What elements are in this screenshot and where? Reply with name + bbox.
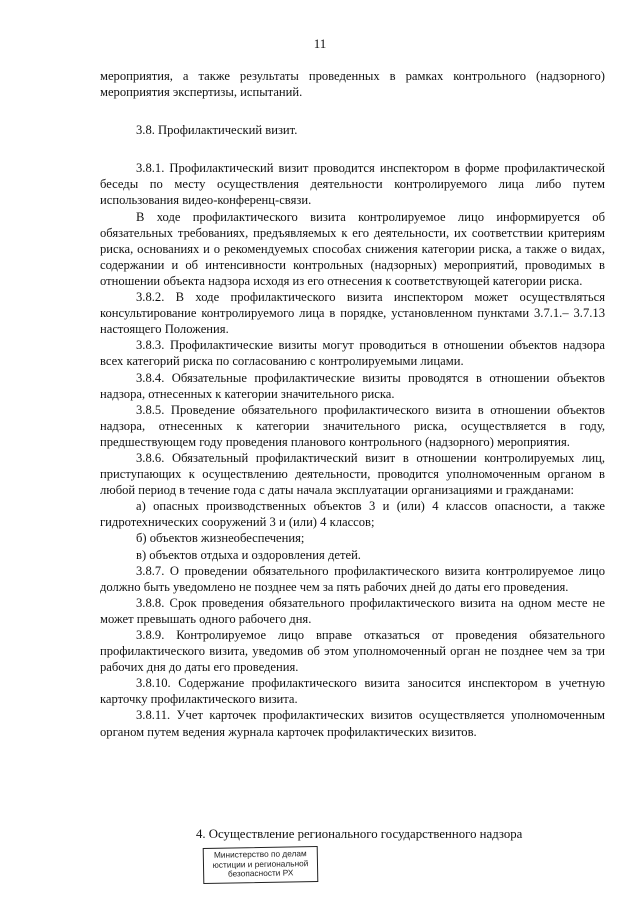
paragraph-3-8-10: 3.8.10. Содержание профилактического визита заносится инспектором в учетную карточку профилактического визита. — [100, 676, 605, 707]
paragraph-continuation: мероприятия, а также результаты проведенных в рамках контрольного (надзорного) мероприятия экспертизы, испытаний. — [100, 69, 605, 100]
ministry-stamp — [203, 846, 319, 884]
paragraph-3-8-11: 3.8.11. Учет карточек профилактических визитов осуществляется уполномоченным органом путем ведения журнала карточек профилактических визитов. — [100, 708, 605, 739]
list-item-a: а) опасных производственных объектов 3 и (или) 4 классов опасности, а также гидротехнических сооружений 3 и (или) 4 классов; — [100, 499, 605, 530]
paragraph-3-8-1-detail: В ходе профилактического визита контролируемое лицо информируется об обязательных требованиях, предъявляемых к его деятельности, их соответствии критериям риска, основаниях и о рекомендуемых способах снижения категории риска, а также о видах, содержании и об интенсивности контрольных (надзорных) мероприятий, проводимых в отношении объекта надзора исходя из его отнесения к соответствующей категории риска. — [100, 209, 605, 288]
paragraph-3-8-9: 3.8.9. Контролируемое лицо вправе отказаться от проведения обязательного профилактического визита, уведомив об этом уполномоченный орган не позднее чем за три рабочих дня до даты его проведения. — [100, 628, 605, 675]
paragraph-3-8-5: 3.8.5. Проведение обязательного профилактического визита в отношении объектов надзора, отнесенных к категории значительного риска, осуществляется в году, предшествующем году проведения планового контрольного (надзорного) мероприятия. — [100, 402, 605, 449]
paragraph-3-8-4: 3.8.4. Обязательные профилактические визиты проводятся в отношении объектов надзора, отнесенных к категории значительного риска. — [100, 370, 605, 401]
section-heading-4: 4. Осуществление регионального государственного надзора — [196, 827, 523, 841]
paragraph-3-8-3: 3.8.3. Профилактические визиты могут проводиться в отношении объектов надзора всех категорий риска по согласованию с контролируемыми лицами. — [100, 338, 605, 369]
stamp-line-1: Министерство по делам — [213, 848, 307, 860]
stamp-line-3: безопасности РХ — [227, 867, 294, 879]
paragraph-3-8-8: 3.8.8. Срок проведения обязательного профилактического визита на одном месте не может превышать одного рабочего дня. — [100, 595, 605, 626]
list-item-b: б) объектов жизнеобеспечения; — [136, 531, 305, 546]
paragraph-3-8-6: 3.8.6. Обязательный профилактический визит в отношении контролируемых лиц, приступающих к осуществлению деятельности, проводится уполномоченным органом в любой период в течение года с даты начала эксплуатации организациями и гражданами: — [100, 450, 605, 498]
list-item-v: в) объектов отдыха и оздоровления детей. — [136, 547, 361, 562]
section-heading-3-8: 3.8. Профилактический визит. — [136, 123, 298, 138]
paragraph-3-8-1: 3.8.1. Профилактический визит проводится инспектором в форме профилактической беседы по месту осуществления деятельности контролируемого лица либо путем использования видео-конференц-связи. — [100, 161, 605, 208]
document-body — [100, 68, 605, 740]
paragraph-3-8-7: 3.8.7. О проведении обязательного профилактического визита контролируемое лицо должно быть уведомлено не позднее чем за пять рабочих дней до даты его проведения. — [100, 563, 605, 594]
page-number: 11 — [313, 36, 327, 51]
stamp-line-2: юстиции и региональной — [212, 857, 309, 870]
paragraph-3-8-2: 3.8.2. В ходе профилактического визита инспектором может осуществляться консультирование контролируемого лица в порядке, установленном пунктами 3.7.1.– 3.7.13 настоящего Положения. — [100, 290, 605, 337]
